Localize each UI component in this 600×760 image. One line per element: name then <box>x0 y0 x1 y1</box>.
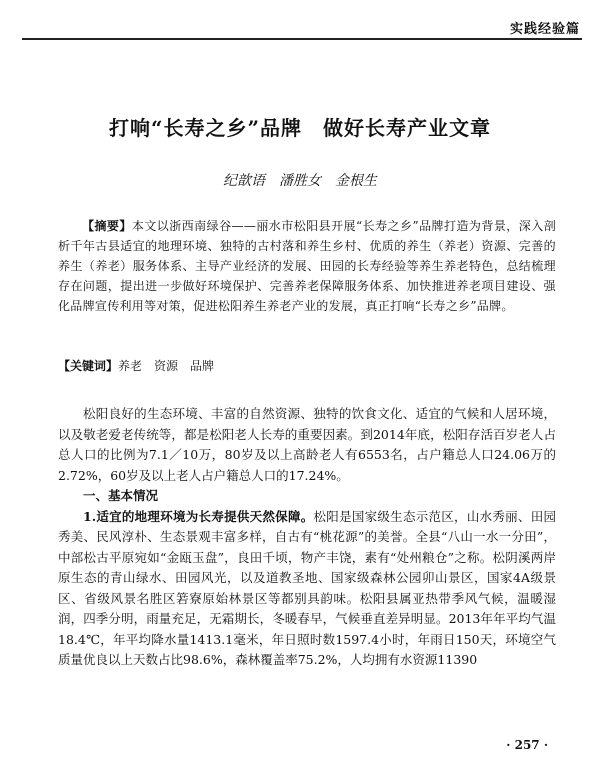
keywords-text: 养老 资源 品牌 <box>118 359 215 373</box>
abstract <box>58 216 556 316</box>
keywords-label: 【关键词】 <box>58 359 119 373</box>
abstract-text: 本文以浙西南绿谷——丽水市松阳县开展“长寿之乡”品牌打造为背景，深入剖析千年古县适宜的地理环境、独特的古村落和养生乡村、优质的养生（养老）资源、完善的养生（养老）服务体系、主导产业经济的发展、田园的长寿经验等养生养老特色，总结梳理存在问题，提出进一步做好环境保护、完善养老保障服务体系、加快推进养老项目建设、强化品牌宣传利用等对策，促进松阳养生养老产业的发展，真正打响“长寿之乡”品牌。 <box>58 219 556 313</box>
sub-text: 松阳是国家级生态示范区，山水秀丽、田园秀美、民风淳朴、生态景观丰富多样，自古有“桃花源”的美誉。全县“八山一水一分田”，中部松古平原宛如“金瓯玉盘”，良田千顷，物产丰饶，素有“处州粮仓”之称。松阴溪两岸原生态的青山绿水、田园风光，以及道教圣地、国家级森林公园卯山景区，国家4A级景区、省级风景名胜区箬寮原始林景区等都别具韵味。松阳县属亚热带季风气候，温暖湿润，四季分明，雨量充足，无霜期长，冬暖春早，气候垂直差异明显。2013年年平均气温18.4℃，年平均降水量1413.1毫米，年日照时数1597.4小时，年雨日150天，环境空气质量优良以上天数占比98.6%，森林覆盖率75.2%，人均拥有水资源11390 <box>58 508 556 667</box>
sub-paragraph <box>58 507 556 671</box>
intro-paragraph: 松阳良好的生态环境、丰富的自然资源、独特的饮食文化、适宜的气候和人居环境，以及敬老爱老传统等，都是松阳老人长寿的重要因素。到2014年底，松阳存活百岁老人占总人口的比例为7.1／10万，80岁及以上高龄老人有6553名，占户籍总人口24.06万的2.72%，60岁及以上老人占户籍总人口的17.24%。 <box>58 406 556 483</box>
abstract-label: 【摘要】 <box>82 219 132 233</box>
header-rule <box>22 38 582 40</box>
sub-lead: 1.适宜的地理环境为长寿提供天然保障。 <box>83 508 314 524</box>
section-tag: 实践经验篇 <box>509 22 580 37</box>
article-title: 打响“长寿之乡”品牌 做好长寿产业文章 <box>108 116 491 140</box>
section-heading: 一、基本情况 <box>83 488 159 503</box>
keywords <box>58 356 214 376</box>
body-text <box>58 404 556 671</box>
article-authors: 纪歆语 潘胜女 金根生 <box>223 173 377 189</box>
page-number: · 257 · <box>506 738 548 752</box>
